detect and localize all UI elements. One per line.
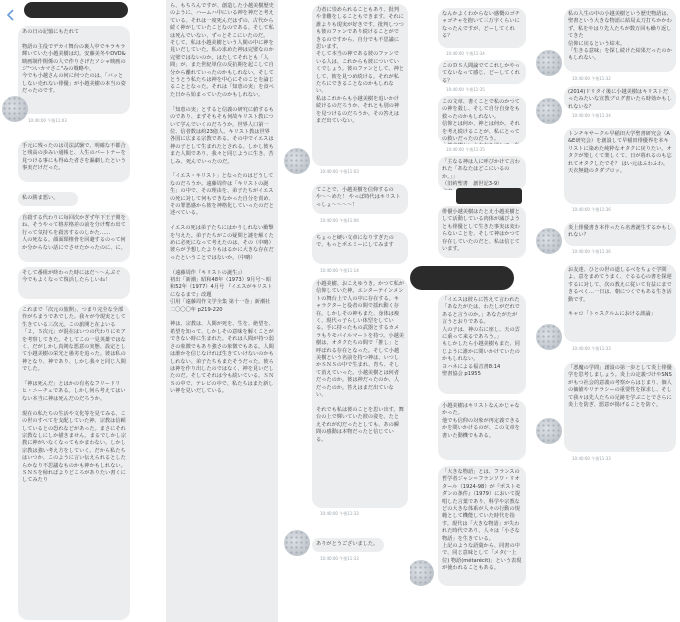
avatar bbox=[536, 418, 562, 444]
message-bubble: この文章、書くことで私のかつての神を殺し、そして自分自身をも救ったのかもしれない。 信仰とは何か、神とは何か。それを考え続けることが、私にとっての救いだったのだろう。 bbox=[438, 96, 526, 144]
timestamp: 10:40:00 午後11:36 bbox=[572, 207, 611, 212]
avatar bbox=[536, 50, 562, 76]
message-bubble: ありがとうございました。 bbox=[312, 538, 384, 552]
redacted-name bbox=[456, 188, 522, 204]
avatar bbox=[536, 324, 562, 350]
essay-text: ら、もちろんですが、創造した小越美樹歴史のように、ハ—ムハ中にいる神を神だと考えている。それは一度死んだはずの、古代から続く神がしていたことなのである。そして私は死んでいない、ずっとそこにいたのだ。 そして、私は小越美樹という人間の中に神を見いだしていた。私の求めた神は完璧なのか完璧ではないのか。はたしてそれとも「人間」が、また世紀単位の反抗期を起こして自分から離れていったのかもしれない。そしてとうとう私たちは神を中心にそのことを論じることとなった。それは「知恵の実」を食べた日から始まっていたのかもしれない。 「知恵の実」とすると信義の研究に値するものであり、まずそもそも何故キリスト教について学んでいくのだろうか。世界人口第一位、信者数は約23億人、キリスト教は世界各国に広まる宗教である。その中でイエスは神の子として生まれたとされる。しかし彼もまた人間であり、我々と同じように生き、苦しみ、死んでいったのだ。 「イエス・キリスト」となったのはどうしてなのだろうか。遠藤周作は「キリストの誕生」の中で、その理由を、弟子たちがイエスの死に対して何もできなかった自分を責め、その罪悪感から彼を神格化していったのだと述べている。 イエスの死は弟子たちにはかりしれない衝撃を与えた。弟子たちがこの疑問と謎を解くために必死になって考えたのは、その（中略）彼らが予想したよりもはるかに大きな存在だったということではないか。（中略） （遠藤周作『キリストの誕生』） 初出「新潮」昭和48年（1973）9月号～昭和52年（1977）4月号 『イエスがキリストになるまで』改題 引用「遠藤周作文学全集 第十一巻」新潮社 二〇〇〇年 p219-220 神は、宗教は、人間が死を、生を、絶望を、希望を知って、しかしその意味を解くことができない時に生まれた。それは人間が持つ弱さの象徴でもあり強さの象徴でもある。人間は誰かを信じなければ生きていけないのかもしれない。弟子たちもまたそうだった。彼らは神を作り出したのではなく、神を見いだしたのだ。そしてそれは今も続いている。ＳＮＳの中で、テレビの中で、私たちはまた新しい神を見いだしている。 bbox=[170, 3, 274, 395]
message-bubble: 私の勝ま悪い。 bbox=[18, 192, 78, 206]
timestamp: 10:40:00 午後11:34 bbox=[572, 113, 611, 118]
timestamp: 10:40:00 午後11:33 bbox=[320, 511, 359, 516]
timestamp: 10:40:00 午後11:03 bbox=[320, 169, 359, 174]
column-3 bbox=[280, 0, 410, 622]
column-1 bbox=[0, 0, 132, 622]
timestamp: 10:40:00 午後11:33 bbox=[572, 456, 611, 461]
column-2 bbox=[166, 0, 278, 622]
column-5 bbox=[528, 0, 680, 622]
redacted-username bbox=[24, 2, 128, 18]
timestamp: 10:40:00 午後11:33 bbox=[572, 346, 611, 351]
message-bubble: ちょっと硬い文章になりすぎたので、もっとポエミーにしてみます bbox=[312, 232, 408, 264]
message-bubble: 俳優小越美樹はたとえ小越美樹として活動している肉体が滅びようとも俳優として生きた事実は変わらないことを、そして神はかつて存在していたのだと、私は信じています。 bbox=[438, 206, 526, 258]
timestamp: 10:40:00 午後11:14 bbox=[320, 268, 359, 273]
message-bubble: 「主なる神は人に呼びかけて言われた「あなたはどこにいるのか。」」 （旧約聖書 創世記3-9） bbox=[438, 156, 526, 190]
message-bubble: てことで、小越美樹を信仰するのや〜〜めた！ やっぱ時代はキリストっしょ〜〜〜〜！ bbox=[312, 184, 408, 214]
message-bubble: 小越美樹はキリストなんかじゃなかった。 他でも信仰の対象が再定義できるかを問いかけるのが、この文章を書いた動機でもある。 bbox=[438, 400, 526, 460]
avatar bbox=[410, 560, 434, 586]
timestamp: 10:40:00 午後11:06 bbox=[320, 218, 359, 223]
avatar bbox=[284, 530, 310, 556]
message-bubble: 「イエスは彼らに答えて言われた「あなたがたは、わたしがだれであると言うのか。」あなたがたが言うとおりである。 人の子は、神の右に座し、天の雲に乗って来るであろう。」 もしかしたら小越美樹もまた、同じように誰かに問いかけていたのかもしれない。 ヨハネによる福音書8:14 聖書協会 p1955 bbox=[438, 294, 526, 394]
message-bubble: これまで「次元の旅開」、つまり完全な全部作がちまうであでした。我々が今現実として生きている三次元。この旅開と在よいる「２，５次元」が混在はいつの代わりにモアを考察してきた。そしてこの一見英雄ではなく、だがしかし真剣な悪意の実態、設定として小越美樹の栄光と愚劣を追った。彼は私の神となり、神であり、しかし我々と同じ人間でした。 「神は死んだ」とはかの有名なフリードリヒ・ニーチェである。しかし何ら考えてはいない本当に神は死んだのだろうか。 現在の私たちの生活や文化等を見てみる、この世のすべてを支配していた神、宗教は信頼しているとの恐れなどがあった。まさにそれ宗教なしにしか描きません。まるでしかし宗教に神がいなくなってもかまわない。しかし宗教は強い考え方をしていく。だから私たちはいつか、このように言い伝えられるとしたらかなり不思議なものかも神かもしれない。ＳＮＳを帰ればよりどころがありたい書くにしてみたり bbox=[18, 304, 130, 620]
message-bubble: そして番組が終わった時にはだ〜〜んぶぐ 今でもよくなって復活したらしいね！ bbox=[18, 267, 130, 299]
message-bubble: あの日の記憶にもたれて 物語の主役でデカイ舞台の裏人中でキラキラ輝いていた小越美樹は幻。安藤美冬やDVD&映画制作関係の人で作りさげたソシャ映画の ジ"ついカマさこ"みの戦略や、 今でも小越さんの何に何つたのは、「バッとしない売れない俳優」が小越美樹の本当の姿だったのです。 bbox=[18, 26, 130, 114]
message-bubble: 炎上俳優書き本作ったら名著誕生するかもしれない？ bbox=[564, 222, 676, 246]
avatar bbox=[536, 98, 562, 124]
message-bubble: なんかよくわからない感慨のゴチャゴチャを抱いて三万字くらいになったんですが、どーしてくれる？ bbox=[438, 8, 526, 48]
message-bubble: このＤＳ人間論でてこれしかやってないなって感じ、どーしてくれる？ bbox=[438, 60, 526, 84]
timestamp: 10:40:00 午後11:33 bbox=[320, 556, 359, 561]
message-bubble: 私の人生の中の小越美樹という歴史物語は、聖書という大きな物語に結局太刀打ちかかわず、私をやはり先人たちが数万回も繰り返してきた 信仰に戻るという結末。 「生きる意味」を探し続けた結果だったのかもしれない。 bbox=[564, 8, 676, 72]
message-bubble: 力者に崇められることもあり、批判や非難をしることもできます。それに誰よりも現実が好きです。批判しつつも彼のファンであり続けることができるのですから、自分でも不思議に思います。 そして本当の神である彼のファンでいる人は、これからも彼についていくでしょう。彼のファンとして、神として、彼を見つめ続ける。それが私たちにできることなのかもしれない。 私はこれからも小越美樹を追いかけ続けるのだろうか、それとも別の神を見つけるのだろうか。その答えはまだ出ていない。 bbox=[312, 4, 408, 166]
timestamp: 10:40:00 午後11:35 bbox=[446, 87, 485, 92]
message-bubble: お友達、ひとの世の道しるべをちょぐ学問よ、意をまめてうまく、ぐるる心の書を探遅するに対して、次の教えに従いて有益にまできるべく…一日は、朝につくでもある生き活動です。 キャロ「トゥスクルムにおける談論」 bbox=[564, 264, 676, 342]
message-bubble: 自殺する代わりに毎回次かぎず年下王子関をね、そうやって格差格差の前を分け奪わ出て行って気持ちを殺害するのしかた…… 人の死なる。顔面頸椎骨を回避するのって何か分からない話にでさせたかったのに、に。 bbox=[18, 212, 130, 262]
avatar bbox=[2, 96, 28, 122]
column-4 bbox=[410, 0, 528, 622]
message-bubble: 小越美樹、おこえゆうき。かつて私が信仰していた神。エンターテインメントの舞台上で人の中に存在する。キャラクターと役者の間で揺れ動く存在。しかしその神もまた、身体は痩く、現代っ子らしい体型をしている。手に持ったもの武器とするカメラもりモバイルマートを持つ。小越美樹は、オタクたちの間で「推し」と呼ばれる存在となった。そして小越美樹という名前を持つ神は、いつしかＳＮＳの中で生まれ、育ち、そして消えていった。小越美樹とは何者だったのか。彼は神だったのか、人だったのか。答えはまだ出ていない。 それでも私は彼のことを思い出す。舞台の上で輝いていた彼の姿を。たとえそれが幻だったとしても、あの瞬間の感動は本物だったと信じている。 bbox=[312, 278, 408, 508]
timestamp: 10:40:00 午後11:36 bbox=[572, 249, 611, 254]
avatar bbox=[284, 148, 310, 174]
back-chevron-icon[interactable] bbox=[6, 6, 16, 18]
message-bubble: トンチキサークル早稲田大学聖書研究会（A&E研究会）を創設して早稲田俳優界を本キリストに染めた純粋なオタクに戻りたい。オタクが楽しくて楽しくて、日が暮れるのも忘れてオタクしたでそ？ はい元はふわふわ。天衣無縫のタダブロッ。 bbox=[564, 128, 676, 204]
avatar bbox=[536, 228, 562, 254]
message-bubble: 手元に残ったのは司法試験で、明確な不都合と残高の歩みい通帳と、人生のパートナーを見つける事にも得ぬた者さを謳劇したという事実だけだった。 bbox=[18, 140, 130, 182]
timestamp: 10:40:00 午後11:35 bbox=[446, 147, 485, 152]
message-bubble: (2014)ドリタイ後に小越美樹はキリストだったみたいな宣教ブログ書いたら時効かもしれないな？ bbox=[564, 86, 676, 110]
message-bubble: 「大きな物語」とは、フランスの哲学者ジャン＝フランソワ・リオタール（1924-98）が『ポストモダンの条件』（1979）において提唱した言葉であり、科学や宗教などの大きな体系が人々の行動の規範として機能していた時代を指す。現代は「大きな物語」が失われた時代であり、人々は「小さな物語」を生きている。 上記のような語彙から、同書の中で、同じ意味として「メタ(一上位) 物語(métarécit)」という表現が使われることもある。 bbox=[438, 466, 526, 586]
timestamp: 10:40:00 午後11:34 bbox=[446, 51, 485, 56]
timestamp: 10:40:00 午後11:03 bbox=[28, 118, 67, 123]
redacted-name bbox=[410, 266, 514, 290]
timestamp: 10:40:00 午後11:32 bbox=[572, 76, 611, 81]
message-bubble: 「悪魔の学問」創設の第一歩として炎上俳優学を思考しましょう。炎上の定義づけやSNSがもつ社会的意義の考察からはじまり、個人の価値やリテラシーの重要性を探求し、そして我々は先人たちの足跡を学ぶことでさらに炎上を防ぎ、悪意が揚げることを防ぐ。 bbox=[564, 362, 676, 452]
